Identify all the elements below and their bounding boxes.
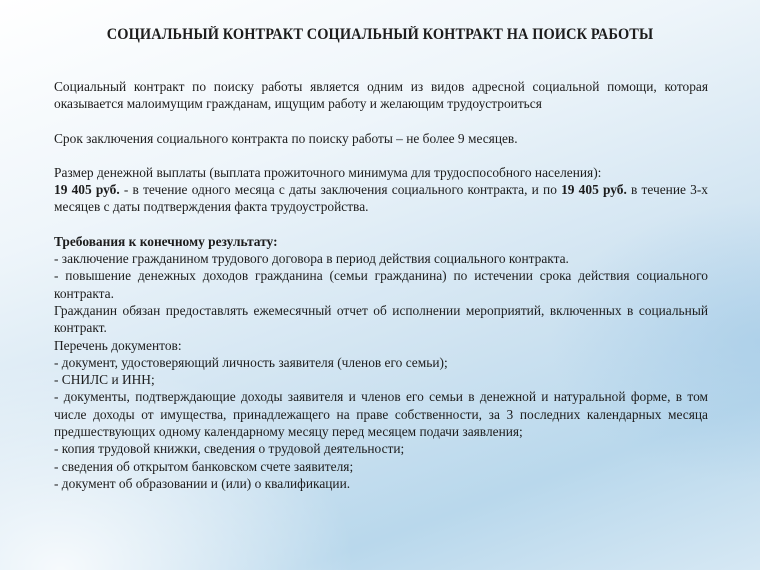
documents-section	[54, 337, 708, 493]
payment-amount-1: 19 405 руб.	[54, 182, 120, 198]
documents-heading: Перечень документов:	[54, 337, 182, 353]
requirement-item: - повышение денежных доходов гражданина (семьи гражданина) по истечении срока действия социального контракта.	[54, 268, 708, 301]
payment-heading: Размер денежной выплаты (выплата прожиточного минимума для трудоспособного населения):	[54, 164, 602, 180]
requirements-section	[54, 233, 708, 337]
payment-section	[54, 164, 708, 216]
document-item: - документ, удостоверяющий личность заявителя (членов его семьи);	[54, 354, 448, 370]
document-item: - копия трудовой книжки, сведения о трудовой деятельности;	[54, 441, 405, 457]
intro-paragraph: Социальный контракт по поиску работы является одним из видов адресной социальной помощи, которая оказывается малоимущим гражданам, ищущим работу и желающим трудоустроиться	[54, 79, 708, 112]
document-item: - СНИЛС и ИНН;	[54, 372, 155, 388]
payment-text-2: в течение 3-х месяцев с даты подтверждения факта трудоустройства.	[54, 182, 708, 215]
term-paragraph: Срок заключения социального контракта по поиску работы – не более 9 месяцев.	[54, 130, 518, 146]
document-item: - документ об образовании и (или) о квалификации.	[54, 475, 351, 491]
document-item: - сведения об открытом банковском счете заявителя;	[54, 458, 354, 474]
document-body	[54, 78, 708, 492]
page-title: СОЦИАЛЬНЫЙ КОНТРАКТ СОЦИАЛЬНЫЙ КОНТРАКТ НА ПОИСК РАБОТЫ	[106, 26, 654, 43]
payment-amount-2: 19 405 руб.	[561, 182, 627, 198]
requirement-item: - заключение гражданином трудового договора в период действия социального контракта.	[54, 251, 569, 267]
requirements-heading: Требования к конечному результату:	[54, 233, 278, 249]
payment-text-1: - в течение одного месяца с даты заключения социального контракта, и по	[119, 182, 562, 198]
payment-details	[54, 181, 708, 216]
document-item: - документы, подтверждающие доходы заявителя и членов его семьи в денежной и натуральной форме, в том числе доходы от имущества, принадлежащего на праве собственности, за 3 последних календарных месяца предшествующих одному календарному месяцу перед месяцем подачи заявления;	[54, 389, 708, 440]
report-paragraph: Гражданин обязан предоставлять ежемесячный отчет об исполнении мероприятий, включенных в социальный контракт.	[54, 302, 708, 336]
